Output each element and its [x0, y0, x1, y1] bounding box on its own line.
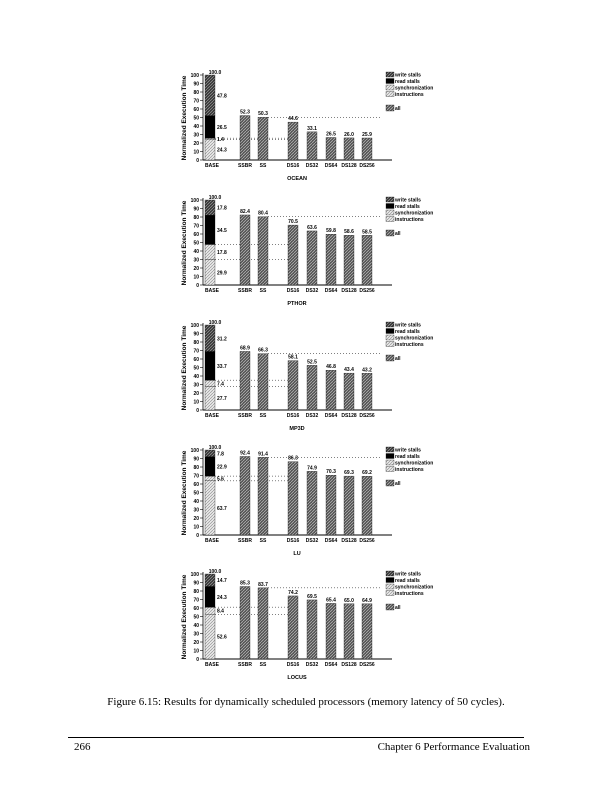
base-segment-read-stalls	[205, 116, 215, 139]
x-tick-label: DS64	[324, 288, 338, 294]
bar-value-label: 58.5	[362, 229, 372, 236]
y-tick-label: 80	[193, 340, 199, 346]
bar-ds128	[344, 476, 354, 535]
chart-title: PTHOR	[287, 301, 307, 307]
x-tick-label: SS	[259, 662, 267, 668]
legend-label: instructions	[395, 467, 424, 473]
legend-swatch-all	[386, 105, 394, 111]
x-tick-label: DS64	[324, 163, 338, 169]
x-tick-label: DS128	[341, 163, 357, 169]
x-tick-label: BASE	[205, 413, 219, 419]
bar-ssbr	[240, 586, 250, 659]
bar-ds256	[362, 373, 372, 410]
legend-swatch	[386, 591, 394, 596]
y-tick-label: 80	[193, 90, 199, 96]
y-tick-label: 40	[193, 374, 199, 380]
x-tick-label: SSBR	[238, 163, 252, 169]
chart-pthor	[0, 190, 612, 315]
base-segment-label: 22.9	[217, 464, 227, 471]
chart-locus	[0, 564, 612, 689]
x-tick-label: SS	[259, 163, 267, 169]
bar-value-label: 91.4	[258, 451, 268, 458]
x-tick-label: DS16	[286, 163, 300, 169]
x-tick-label: DS128	[341, 413, 357, 419]
y-tick-label: 40	[193, 124, 199, 130]
x-tick-label: DS128	[341, 288, 357, 294]
x-tick-label: DS16	[286, 288, 300, 294]
y-tick-label: 40	[193, 623, 199, 629]
y-tick-label: 10	[193, 524, 199, 531]
legend-swatch	[386, 210, 394, 215]
bar-ds64	[326, 475, 336, 535]
bar-ds256	[362, 138, 372, 160]
base-segment-label: 29.9	[217, 270, 227, 277]
base-segment-label: 33.7	[217, 363, 227, 370]
y-tick-label: 20	[193, 516, 199, 522]
legend-swatch	[386, 447, 394, 452]
legend-label: write stalls	[395, 72, 421, 79]
legend-swatch	[386, 197, 394, 202]
y-axis-label: Normalized Execution Time	[181, 325, 188, 411]
y-tick-label: 30	[193, 507, 199, 514]
y-tick-label: 90	[193, 456, 199, 463]
y-axis-label: Normalized Execution Time	[181, 200, 188, 286]
legend-label: read stalls	[395, 578, 420, 584]
bar-value-label: 33.1	[307, 125, 317, 132]
y-tick-label: 30	[193, 631, 199, 638]
base-segment-write-stalls	[205, 75, 215, 116]
bar-value-label: 69.3	[344, 470, 354, 477]
bar-value-label: 63.6	[307, 224, 317, 231]
base-segment-write-stalls	[205, 200, 215, 215]
base-segment-label: 14.7	[217, 578, 227, 585]
base-segment-label: 24.3	[217, 147, 227, 154]
x-tick-label: BASE	[205, 163, 219, 169]
bar-value-label: 80.4	[258, 210, 268, 217]
base-segment-synchronization	[205, 244, 215, 259]
legend-label: read stalls	[395, 204, 420, 210]
y-tick-label: 60	[193, 606, 199, 612]
legend-swatch-all	[386, 480, 394, 486]
chart-title: LOCUS	[287, 675, 307, 681]
y-tick-label: 30	[193, 132, 199, 139]
x-tick-label: SS	[259, 288, 267, 294]
y-tick-label: 30	[193, 382, 199, 389]
bar-value-label: 69.2	[362, 470, 372, 477]
y-tick-label: 0	[196, 657, 199, 663]
legend-swatch	[386, 322, 394, 327]
x-tick-label: DS16	[286, 538, 300, 544]
bar-ds16	[288, 225, 298, 285]
bar-ds256	[362, 604, 372, 659]
y-tick-label: 90	[193, 81, 199, 88]
bar-value-label: 66.3	[258, 347, 268, 354]
x-tick-label: BASE	[205, 288, 219, 294]
y-tick-label: 100	[190, 73, 199, 79]
bar-ds128	[344, 235, 354, 285]
bar-value-label: 92.4	[240, 450, 250, 457]
y-tick-label: 20	[193, 141, 199, 147]
y-tick-label: 0	[196, 408, 199, 414]
chart-svg	[0, 315, 612, 440]
legend-swatch	[386, 342, 394, 347]
bar-value-label: 70.5	[288, 219, 298, 226]
bar-value-label: 59.8	[326, 228, 336, 235]
bar-ds16	[288, 361, 298, 410]
chart-title: LU	[293, 551, 301, 557]
footer-rule	[68, 737, 524, 738]
base-segment-read-stalls	[205, 457, 215, 476]
x-tick-label: DS256	[359, 413, 375, 419]
y-axis-label: Normalized Execution Time	[181, 75, 188, 161]
bar-ds32	[307, 365, 317, 410]
base-segment-label: 5.6	[217, 476, 224, 483]
legend-label: synchronization	[395, 584, 434, 591]
base-segment-instructions	[205, 260, 215, 285]
base-segment-label: 26.5	[217, 124, 227, 131]
bar-value-label: 65.4	[326, 597, 336, 604]
legend-swatch	[386, 217, 394, 222]
legend-label: instructions	[395, 217, 424, 223]
y-axis-label: Normalized Execution Time	[181, 450, 188, 536]
legend-swatch-all	[386, 355, 394, 361]
x-tick-label: DS32	[305, 413, 319, 419]
bar-value-label: 43.2	[362, 367, 372, 374]
bar-value-label: 43.4	[344, 367, 354, 374]
y-tick-label: 90	[193, 331, 199, 338]
bar-ds16	[288, 122, 298, 160]
y-tick-label: 0	[196, 158, 199, 164]
legend-swatch	[386, 460, 394, 465]
bar-value-label: 82.4	[240, 208, 250, 215]
legend-label: instructions	[395, 342, 424, 348]
x-tick-label: DS32	[305, 163, 319, 169]
bar-value-label: 26.0	[344, 131, 354, 138]
base-segment-label: 8.4	[217, 608, 224, 615]
legend-label: instructions	[395, 591, 424, 597]
base-segment-label: 63.7	[217, 505, 227, 512]
legend-swatch	[386, 584, 394, 589]
bar-ds256	[362, 235, 372, 285]
y-tick-label: 70	[193, 473, 199, 480]
y-tick-label: 50	[193, 614, 199, 621]
base-segment-label: 1.4	[217, 136, 224, 143]
legend-swatch	[386, 204, 394, 209]
y-tick-label: 50	[193, 115, 199, 122]
bar-value-label: 86.3	[288, 455, 298, 462]
bar-ss	[258, 217, 268, 285]
bar-value-label: 64.9	[362, 597, 372, 604]
bar-ds128	[344, 604, 354, 659]
y-tick-label: 60	[193, 357, 199, 363]
x-tick-label: DS128	[341, 662, 357, 668]
bar-ds32	[307, 231, 317, 285]
y-tick-label: 70	[193, 597, 199, 604]
y-tick-label: 30	[193, 257, 199, 264]
figure-caption: Figure 6.15: Results for dynamically scheduled processors (memory latency of 50 cycles).	[107, 696, 505, 708]
y-tick-label: 10	[193, 399, 199, 406]
x-tick-label: DS16	[286, 413, 300, 419]
legend-label: write stalls	[395, 447, 421, 454]
y-tick-label: 10	[193, 149, 199, 156]
bar-value-label: 52.5	[307, 359, 317, 366]
legend-label: write stalls	[395, 197, 421, 204]
bar-ds16	[288, 596, 298, 659]
base-segment-read-stalls	[205, 352, 215, 381]
page-number: 266	[74, 741, 91, 753]
bar-value-label: 69.5	[307, 593, 317, 600]
bar-value-label: 74.2	[288, 589, 298, 596]
y-tick-label: 10	[193, 648, 199, 655]
x-tick-label: DS256	[359, 288, 375, 294]
x-tick-label: SSBR	[238, 662, 252, 668]
legend-swatch	[386, 85, 394, 90]
bar-value-label: 58.6	[344, 229, 354, 236]
base-segment-synchronization	[205, 607, 215, 614]
base-segment-label: 7.4	[217, 381, 224, 388]
x-tick-label: DS16	[286, 662, 300, 668]
chart-lu	[0, 440, 612, 565]
y-tick-label: 0	[196, 283, 199, 289]
bar-value-label: 65.0	[344, 597, 354, 604]
legend-swatch	[386, 467, 394, 472]
y-tick-label: 50	[193, 365, 199, 372]
legend-label-all: all	[395, 356, 401, 362]
y-tick-label: 100	[190, 198, 199, 204]
legend-swatch	[386, 72, 394, 77]
y-axis-label: Normalized Execution Time	[181, 574, 188, 660]
base-segment-label: 52.6	[217, 634, 227, 641]
bar-ds32	[307, 132, 317, 160]
legend-swatch-all	[386, 230, 394, 236]
bar-ds64	[326, 370, 336, 410]
x-tick-label: SSBR	[238, 413, 252, 419]
y-tick-label: 90	[193, 580, 199, 587]
x-tick-label: DS64	[324, 413, 338, 419]
chart-svg	[0, 190, 612, 315]
base-segment-instructions	[205, 481, 215, 535]
y-tick-label: 20	[193, 266, 199, 272]
bar-ds256	[362, 476, 372, 535]
base-segment-read-stalls	[205, 215, 215, 244]
bar-value-label: 100.0	[208, 70, 222, 76]
base-segment-label: 34.5	[217, 227, 227, 234]
legend-swatch	[386, 571, 394, 576]
bar-value-label: 100.0	[208, 320, 222, 326]
bar-ss	[258, 117, 268, 160]
legend-label: read stalls	[395, 454, 420, 460]
y-tick-label: 70	[193, 98, 199, 105]
x-tick-label: DS256	[359, 662, 375, 668]
base-segment-write-stalls	[205, 325, 215, 352]
x-tick-label: SSBR	[238, 538, 252, 544]
y-tick-label: 100	[190, 448, 199, 454]
legend-label: instructions	[395, 92, 424, 98]
legend-swatch	[386, 335, 394, 340]
legend-label: write stalls	[395, 322, 421, 329]
bar-ds32	[307, 600, 317, 659]
chart-title: MP3D	[289, 426, 305, 432]
x-tick-label: DS64	[324, 538, 338, 544]
x-tick-label: BASE	[205, 538, 219, 544]
y-tick-label: 0	[196, 533, 199, 539]
base-segment-synchronization	[205, 380, 215, 386]
chapter-title: Chapter 6 Performance Evaluation	[377, 741, 530, 753]
legend-label-all: all	[395, 106, 401, 112]
base-segment-label: 17.8	[217, 205, 227, 212]
x-tick-label: BASE	[205, 662, 219, 668]
base-segment-synchronization	[205, 138, 215, 139]
bar-ds64	[326, 234, 336, 285]
y-tick-label: 100	[190, 572, 199, 578]
y-tick-label: 40	[193, 499, 199, 505]
bar-value-label: 74.9	[307, 465, 317, 472]
bar-value-label: 85.3	[240, 580, 250, 587]
y-tick-label: 80	[193, 465, 199, 471]
legend-swatch-all	[386, 604, 394, 610]
legend-label-all: all	[395, 605, 401, 611]
y-tick-label: 20	[193, 640, 199, 646]
bar-ss	[258, 457, 268, 535]
bar-value-label: 50.3	[258, 111, 268, 118]
base-segment-label: 27.7	[217, 396, 227, 403]
bar-ssbr	[240, 351, 250, 410]
legend-label: synchronization	[395, 335, 434, 342]
bar-ds16	[288, 462, 298, 535]
x-tick-label: DS32	[305, 288, 319, 294]
chart-ocean	[0, 65, 612, 190]
x-tick-label: DS32	[305, 538, 319, 544]
legend-swatch	[386, 92, 394, 97]
bar-ds64	[326, 137, 336, 160]
bar-ds32	[307, 471, 317, 535]
base-segment-instructions	[205, 139, 215, 160]
chart-svg	[0, 65, 612, 190]
bar-ds128	[344, 138, 354, 160]
y-tick-label: 90	[193, 206, 199, 213]
legend-label-all: all	[395, 481, 401, 487]
bar-value-label: 100.0	[208, 569, 222, 575]
base-segment-label: 31.2	[217, 336, 227, 343]
y-tick-label: 60	[193, 107, 199, 113]
y-tick-label: 50	[193, 240, 199, 247]
chart-svg	[0, 564, 612, 689]
legend-label: synchronization	[395, 85, 434, 92]
chart-svg	[0, 440, 612, 565]
x-tick-label: SS	[259, 538, 267, 544]
bar-value-label: 100.0	[208, 195, 222, 201]
y-tick-label: 100	[190, 323, 199, 329]
bar-value-label: 58.1	[288, 354, 298, 361]
y-tick-label: 60	[193, 232, 199, 238]
legend-label-all: all	[395, 231, 401, 237]
bar-ssbr	[240, 456, 250, 535]
bar-ds64	[326, 603, 336, 659]
base-segment-write-stalls	[205, 574, 215, 586]
y-tick-label: 60	[193, 482, 199, 488]
y-tick-label: 80	[193, 215, 199, 221]
y-tick-label: 40	[193, 249, 199, 255]
bar-value-label: 26.5	[326, 131, 336, 138]
x-tick-label: DS64	[324, 662, 338, 668]
y-tick-label: 10	[193, 274, 199, 281]
x-tick-label: DS32	[305, 662, 319, 668]
legend-swatch	[386, 578, 394, 583]
bar-value-label: 25.9	[362, 131, 372, 138]
base-segment-label: 24.3	[217, 594, 227, 601]
y-tick-label: 70	[193, 223, 199, 230]
bar-value-label: 44.6	[288, 116, 298, 123]
bar-ss	[258, 588, 268, 659]
base-segment-synchronization	[205, 476, 215, 481]
base-segment-label: 47.8	[217, 93, 227, 100]
bar-value-label: 83.7	[258, 581, 268, 588]
bar-value-label: 52.3	[240, 109, 250, 116]
legend-label: synchronization	[395, 210, 434, 217]
bar-value-label: 68.9	[240, 345, 250, 352]
legend-swatch	[386, 454, 394, 459]
x-tick-label: SS	[259, 413, 267, 419]
y-tick-label: 70	[193, 348, 199, 355]
bar-ss	[258, 354, 268, 410]
base-segment-label: 7.8	[217, 451, 224, 458]
chart-mp3d	[0, 315, 612, 440]
x-tick-label: SSBR	[238, 288, 252, 294]
y-tick-label: 50	[193, 490, 199, 497]
base-segment-instructions	[205, 386, 215, 410]
chart-title: OCEAN	[287, 176, 307, 182]
legend-label: synchronization	[395, 460, 434, 467]
x-tick-label: DS128	[341, 538, 357, 544]
legend-label: write stalls	[395, 571, 421, 578]
bar-value-label: 46.8	[326, 364, 336, 371]
legend-label: read stalls	[395, 329, 420, 335]
bar-ds128	[344, 373, 354, 410]
y-tick-label: 80	[193, 589, 199, 595]
bar-ssbr	[240, 215, 250, 285]
base-segment-label: 17.8	[217, 250, 227, 257]
legend-label: read stalls	[395, 79, 420, 85]
x-tick-label: DS256	[359, 538, 375, 544]
y-tick-label: 20	[193, 391, 199, 397]
bar-value-label: 70.3	[326, 469, 336, 476]
base-segment-read-stalls	[205, 586, 215, 607]
legend-swatch	[386, 79, 394, 84]
x-tick-label: DS256	[359, 163, 375, 169]
bar-value-label: 100.0	[208, 445, 222, 451]
base-segment-instructions	[205, 614, 215, 659]
legend-swatch	[386, 329, 394, 334]
bar-ssbr	[240, 116, 250, 160]
